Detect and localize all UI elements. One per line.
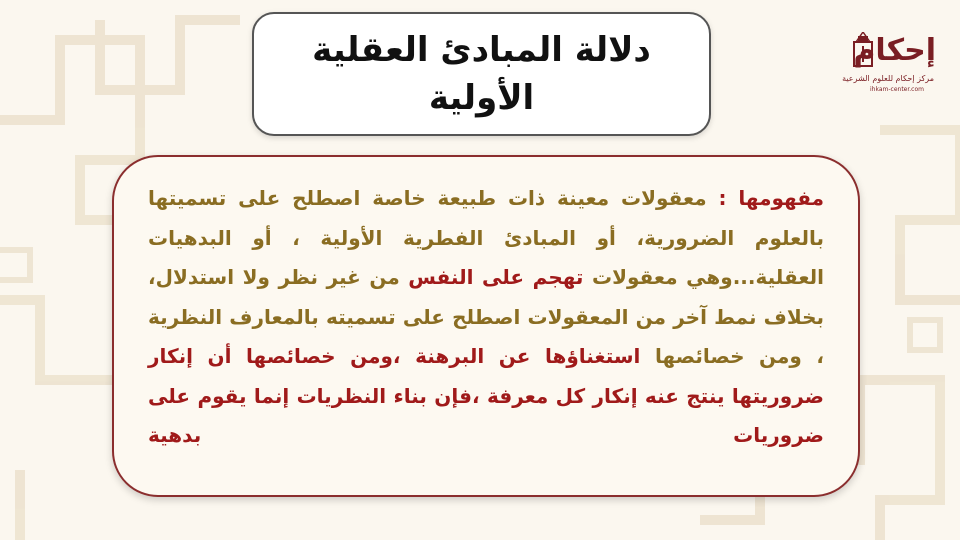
definition-label: مفهومها : xyxy=(706,186,824,210)
logo-wordmark: إحكام xyxy=(853,33,936,68)
ihkam-logo xyxy=(844,18,940,98)
slide-title-box xyxy=(252,12,711,136)
slide-title-line-1: دلالة المبادئ العقلية xyxy=(312,30,651,70)
highlight-no-proof: استغناؤها عن البرهنة xyxy=(415,344,641,368)
definition-text-2: من غير نظر ولا استدلال، بخلاف نمط آخر من المعقولات اصطلح على تسميته بالمعارف النظرية ، ومن خصائصها xyxy=(148,265,824,368)
definition-box xyxy=(112,155,860,497)
slide-title-line-2: الأولية xyxy=(428,78,535,118)
definition-text-3: ،ومن خصائصها أن إنكار ضروريتها ينتج عنه إنكار كل معرفة ،فإن بناء النظريات إنما يقوم على ضروريات بدهية xyxy=(148,344,824,447)
logo-subtitle: مركز إحكام للعلوم الشرعية xyxy=(842,74,934,83)
highlight-intuitive: تهجم على النفس xyxy=(408,265,584,289)
definition-paragraph xyxy=(148,179,824,456)
definition-text-1: معقولات معينة ذات طبيعة خاصة اصطلح على تسميتها بالعلوم الضرورية، أو المبادئ الفطرية الأولية ، أو البدهيات العقلية...وهي معقولات xyxy=(148,186,824,289)
logo-website: ihkam-center.com xyxy=(870,86,924,93)
